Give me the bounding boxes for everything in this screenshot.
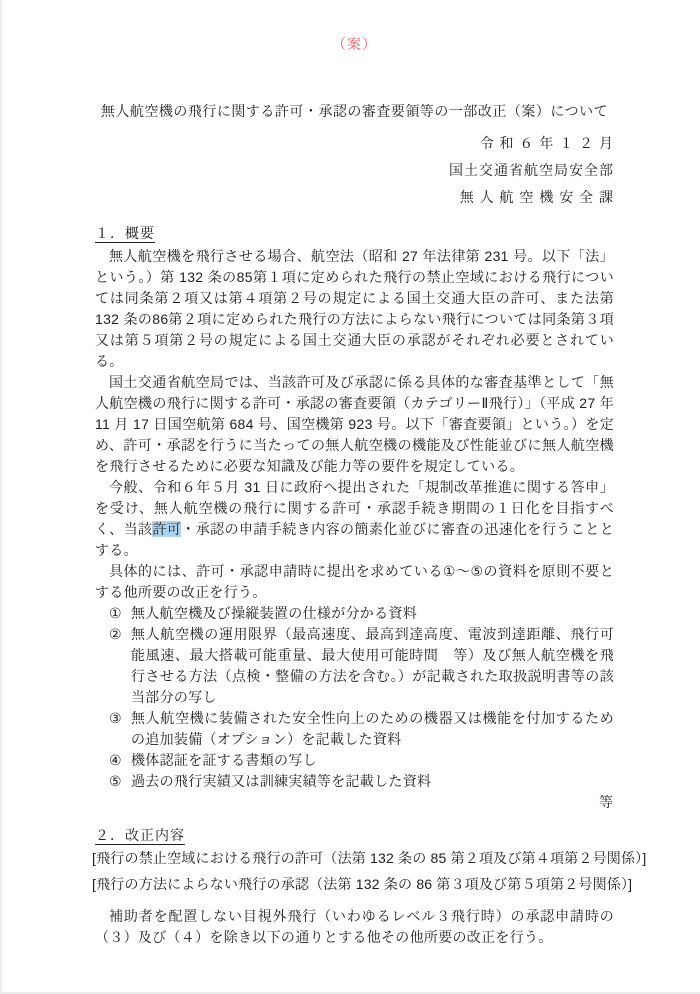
overview-paragraph-1: 無人航空機を飛行させる場合、航空法（昭和 27 年法律第 231 号。以下「法」 という。）第 132 条の85第１項に定められた飛行の禁止空域における飛行については同条第２項又は第４項第２号の規定による国土交通大臣の許可、また法第 132 条の86第２項に定められた飛行の方法によらない飛行については同条第３項又は第５項第２号の規定による国土交通大臣の承認がそれぞれ必要とされている。: [95, 248, 614, 369]
amendment-scope-permit: [飛行の禁止空域における飛行の許可（法第 132 条の 85 第２項及び第４項第２号関係）]: [92, 850, 647, 866]
list-item-text: 無人航空機の運用限界（最高速度、最高到達高度、電波到達距離、飛行可能風速、最大搭載可能重量、最大使用可能時間 等）及び無人航空機を飛行させる方法（点検・整備の方法を含む。）が記載された取扱説明書等の該当部分の写し: [131, 626, 614, 705]
required-documents-list: [109, 603, 614, 792]
issuer-block: [95, 130, 614, 211]
section1-heading: １．概要: [95, 225, 155, 241]
list-item-text: 無人航空機及び操縦装置の仕様が分かる資料: [131, 605, 417, 621]
overview-paragraph-3: [95, 477, 614, 561]
issuer-division: 無 人 航 空 機 安 全 課: [459, 189, 614, 205]
draft-stamp: （案）: [332, 36, 377, 52]
list-item: [109, 771, 614, 792]
list-item-text: 機体認証を証する書類の写し: [131, 752, 317, 768]
paragraph-3-text-before: 今般、令和６年５月 31 日に政府へ提出された「規制改革推進に関する答申」を受け、無人航空機の飛行に関する許可・承認手続き期間の１日化を目指すべく、当該: [95, 479, 614, 537]
issue-date: 令 和 ６ 年 １ ２ 月: [479, 135, 614, 151]
list-item-text: 過去の飛行実績又は訓練実績等を記載した資料: [131, 773, 432, 789]
section2-heading: ２．改正内容: [95, 827, 185, 843]
list-item-number: ①: [109, 605, 122, 621]
amendment-scope-approval: [飛行の方法によらない飛行の承認（法第 132 条の 86 第３項及び第５項第２号関係）]: [92, 876, 633, 892]
list-item-number: ④: [109, 752, 122, 768]
paragraph-3-text-after: ・承認の申請手続き内容の簡素化並びに審査の迅速化を行うこととする。: [95, 521, 614, 558]
amendment-paragraph: 補助者を配置しない目視外飛行（いわゆるレベル３飛行時）の承認申請時の（３）及び（４）を除き以下の通りとする他その他所要の改正を行う。: [95, 908, 614, 945]
etc-suffix: 等: [599, 794, 614, 810]
overview-paragraph-4: 具体的には、許可・承認申請時に提出を求めている①～⑤の資料を原則不要とする他所要の改正を行う。: [95, 563, 614, 600]
document-title: 無人航空機の飛行に関する許可・承認の審査要領等の一部改正（案）について: [100, 103, 609, 119]
overview-paragraph-2: 国土交通省航空局では、当該許可及び承認に係る具体的な審査基準として「無人航空機の飛行に関する許可・承認の審査要領（カテゴリーⅡ飛行）」（平成 27 年 11 月 17 日国空航第 684 号、国空機第 923 号。以下「審査要領」という。）を定め、許可・承認を行うに当たっての無人航空機の機能及び性能並びに無人航空機を飛行させるために必要な知識及び能力等の要件を規定している。: [95, 374, 614, 474]
list-item: [109, 624, 614, 708]
list-item-text: 無人航空機に装備された安全性向上のための機器又は機能を付加するための追加装備（オプション）を記載した資料: [131, 710, 614, 747]
list-item: [109, 603, 614, 624]
list-item: [109, 708, 614, 750]
list-item-number: ⑤: [109, 773, 122, 789]
list-item-number: ②: [109, 626, 122, 642]
issuer-department: 国土交通省航空局安全部: [449, 162, 614, 178]
highlighted-text-selection: 許可: [152, 521, 182, 537]
document-content: [2, 0, 700, 948]
list-item: [109, 750, 614, 771]
list-item-number: ③: [109, 710, 122, 726]
